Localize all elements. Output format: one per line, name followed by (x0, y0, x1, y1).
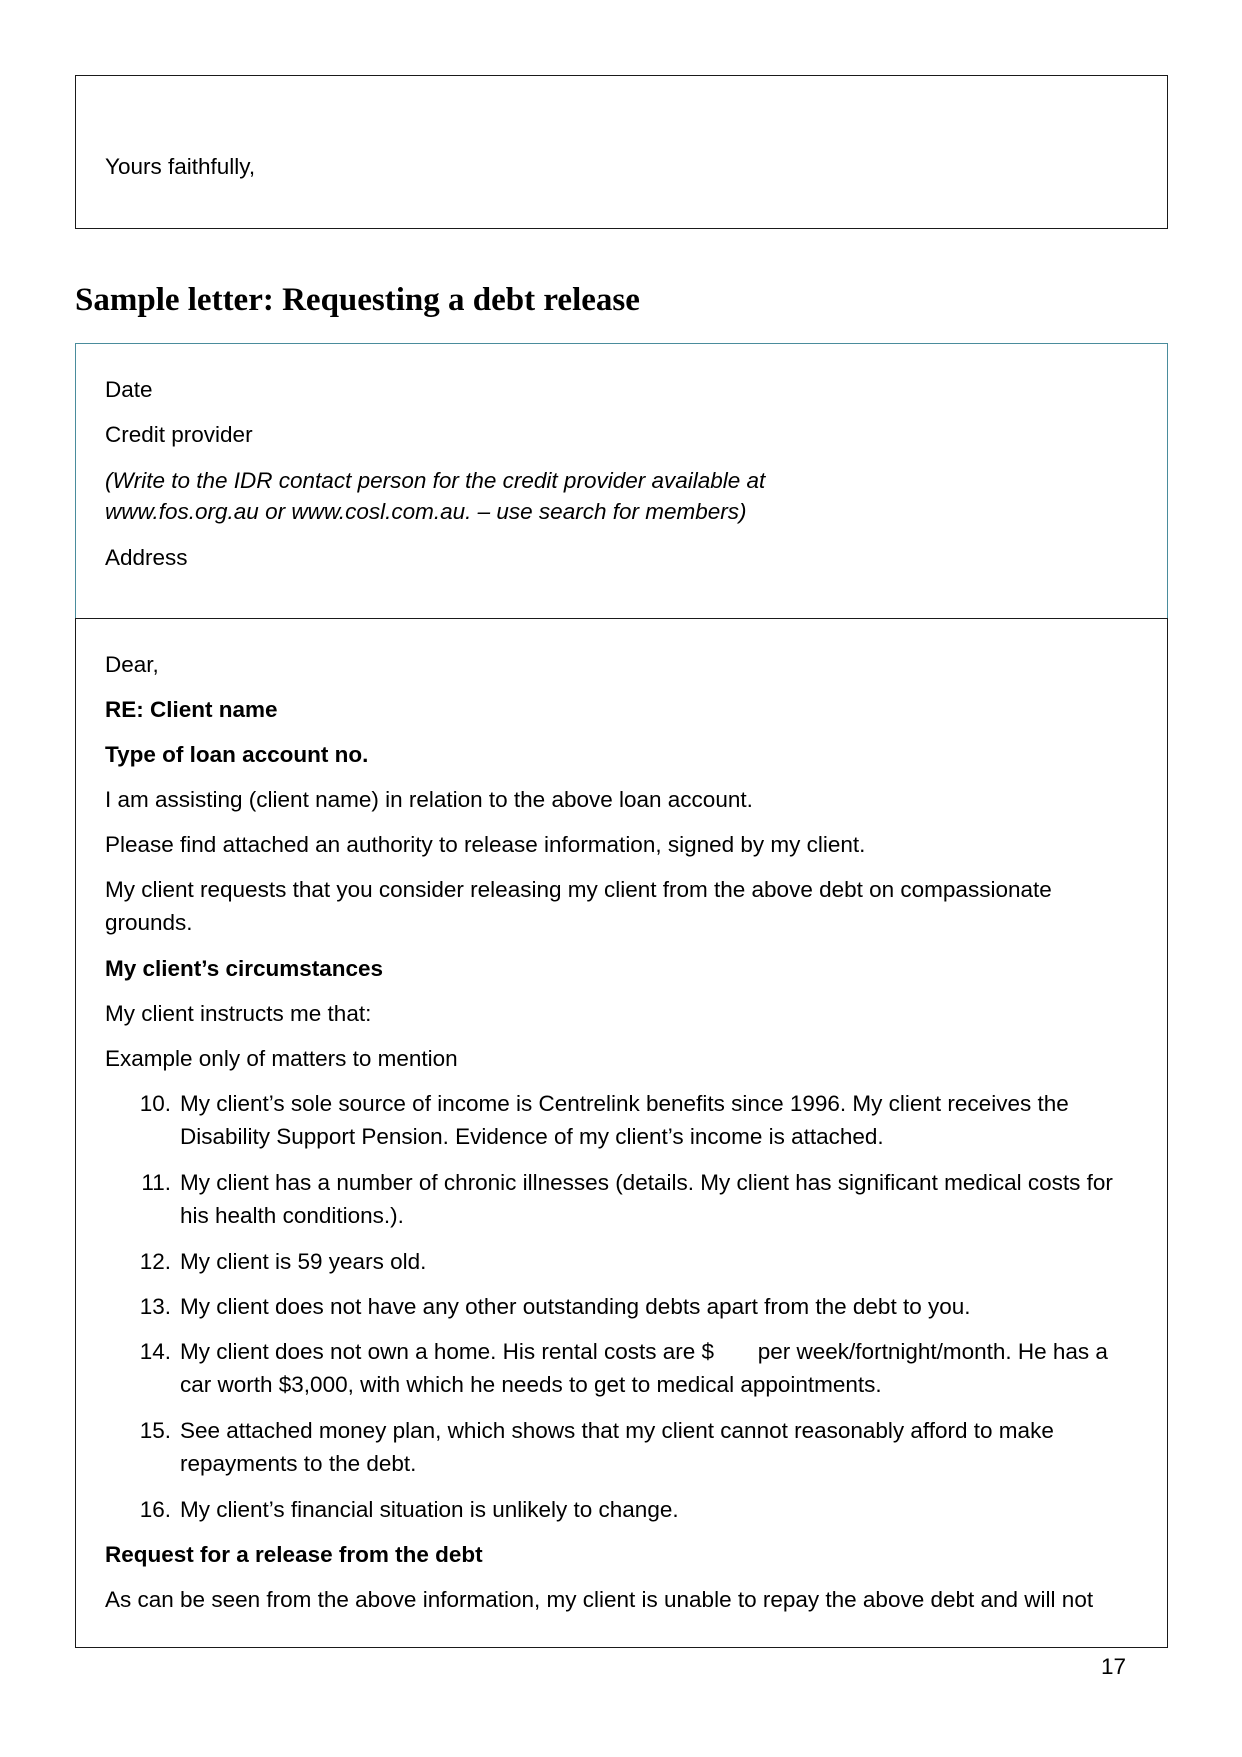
list-item-text-line-1: My client does not have any other outstanding debts apart from the debt to you. (180, 1294, 971, 1319)
circumstances-heading: My client’s circumstances (105, 956, 384, 981)
release-heading: Request for a release from the debt (105, 1542, 483, 1567)
date-field: Date (105, 377, 153, 402)
list-item-text-line-1: My client is 59 years old. (180, 1249, 427, 1274)
paragraph-3-line-1: My client requests that you consider releasing my client from the above debt on compassionate (105, 877, 1052, 902)
list-item-number: 14. (139, 1339, 171, 1364)
list-item-text-line-1: My client’s financial situation is unlikely to change. (180, 1497, 679, 1522)
list-item-text-line-1: See attached money plan, which shows that my client cannot reasonably afford to make (180, 1418, 1054, 1443)
list-item-text-line-2: car worth $3,000, with which he needs to get to medical appointments. (180, 1372, 882, 1397)
salutation: Dear, (105, 652, 159, 677)
section-heading: Sample letter: Requesting a debt release (75, 282, 640, 318)
list-item-number: 15. (139, 1418, 171, 1443)
list-item-number: 13. (139, 1294, 171, 1319)
idr-note-line-1: (Write to the IDR contact person for the credit provider available at (105, 468, 766, 493)
address-field: Address (105, 545, 188, 570)
paragraph-3-line-2: grounds. (105, 910, 193, 935)
list-item-number: 16. (139, 1497, 171, 1522)
paragraph-1: I am assisting (client name) in relation to the above loan account. (105, 787, 753, 812)
list-item-text-line-1: My client does not own a home. His rental costs are $ per week/fortnight/month. He has a (180, 1339, 1108, 1364)
page-number: 17 (1100, 1654, 1126, 1679)
final-paragraph: As can be seen from the above information, my client is unable to repay the above debt and will not (105, 1587, 1094, 1612)
instructs-line: My client instructs me that: (105, 1001, 372, 1026)
loan-account-line: Type of loan account no. (105, 742, 369, 767)
list-item-text-line-2: Disability Support Pension. Evidence of my client’s income is attached. (180, 1124, 884, 1149)
credit-provider-field: Credit provider (105, 422, 253, 447)
list-item-number: 12. (139, 1249, 171, 1274)
re-line: RE: Client name (105, 697, 278, 722)
list-item-text-line-2: repayments to the debt. (180, 1451, 417, 1476)
list-item-number: 11. (141, 1170, 171, 1195)
paragraph-2: Please find attached an authority to release information, signed by my client. (105, 832, 866, 857)
example-note: Example only of matters to mention (105, 1046, 458, 1071)
closing-text: Yours faithfully, (105, 154, 256, 179)
idr-note-line-2: www.fos.org.au or www.cosl.com.au. – use search for members) (105, 499, 747, 524)
list-item-number: 10. (139, 1091, 171, 1116)
list-item-text-line-1: My client’s sole source of income is Centrelink benefits since 1996. My client receives the (180, 1091, 1069, 1116)
list-item-text-line-1: My client has a number of chronic illnesses (details. My client has significant medical costs for (180, 1170, 1113, 1195)
list-item-text-line-2: his health conditions.). (180, 1203, 404, 1228)
